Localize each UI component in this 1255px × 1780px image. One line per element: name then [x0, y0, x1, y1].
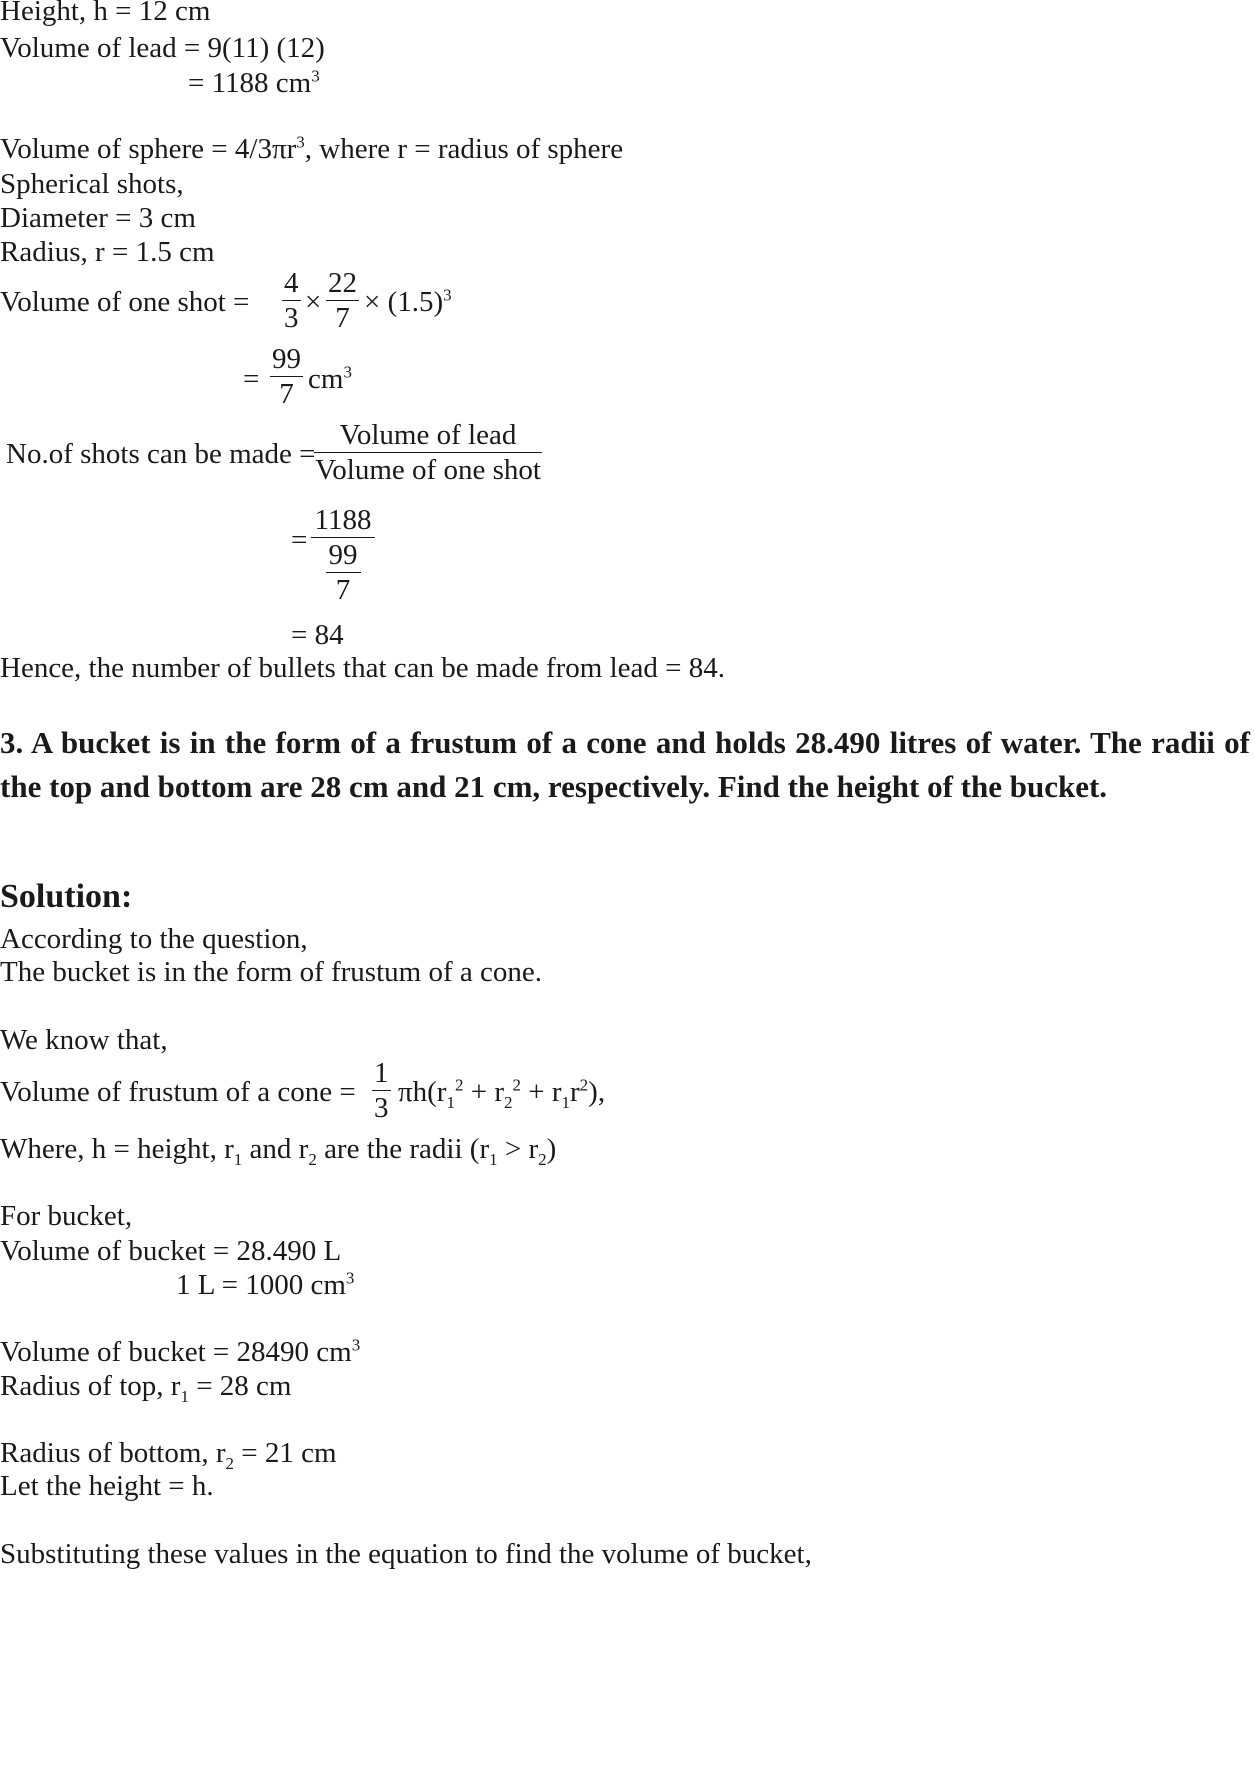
one-shot-equals: =	[243, 363, 260, 395]
volume-of-lead-value: = 1188 $cm^3$	[188, 66, 320, 99]
solution-line-2: The bucket is in the form of frustum of a cone.	[0, 956, 542, 988]
shots-label: No.of shots can be made =	[6, 438, 316, 470]
volume-of-sphere-line: Volume of sphere = $4/3\pi r^3$, where r = radius of sphere	[0, 132, 624, 165]
fraction-four-thirds: $\frac{4}{3}$	[284, 267, 299, 334]
diameter-line: Diameter = 3 cm	[0, 202, 196, 234]
times-sign: ×	[305, 286, 322, 318]
fraction-99-7: $\frac{99}{7}$	[272, 343, 301, 410]
one-shot-tail: × $(1.5)^3$	[364, 285, 452, 318]
radius-bottom-line: Radius of bottom, $r_2 = 21$ cm	[0, 1437, 337, 1473]
one-shot-label: Volume of one shot =	[0, 286, 250, 318]
solution-line-1: According to the question,	[0, 923, 308, 955]
radius-line: Radius, r = 1.5 cm	[0, 236, 215, 268]
we-know-line: We know that,	[0, 1024, 168, 1056]
solution-heading: Solution:	[0, 878, 133, 915]
substituting-line: Substituting these values in the equation to find the volume of bucket,	[0, 1538, 812, 1570]
one-shot-unit: $cm^3$	[308, 362, 352, 395]
radius-top-line: Radius of top, $r_1 = 28$ cm	[0, 1370, 292, 1406]
volume-bucket-litres: Volume of bucket = 28.490 L	[0, 1235, 342, 1267]
shots-fraction: Volume of lead Volume of one shot	[315, 419, 541, 486]
fraction-one-third: $\frac{1}{3}$	[374, 1057, 389, 1124]
fraction-22-7: $\frac{22}{7}$	[328, 267, 357, 334]
litre-conversion: 1 L = 1000 $cm^3$	[176, 1268, 355, 1301]
shots-result: = 84	[291, 619, 344, 651]
for-bucket-line: For bucket,	[0, 1200, 133, 1232]
volume-of-lead-line: Volume of lead = 9(11) (12)	[0, 32, 325, 64]
volume-bucket-cm3: Volume of bucket = 28490 $cm^3$	[0, 1335, 361, 1368]
spherical-shots-line: Spherical shots,	[0, 168, 184, 200]
conclusion-line: Hence, the number of bullets that can be made from lead = 84.	[0, 652, 725, 684]
shots-calc-fraction: $\frac{1188}{\frac{99}{7}}$	[311, 503, 375, 607]
let-height-line: Let the height = h.	[0, 1470, 214, 1502]
where-line: Where, h = height, $r_1$ and $r_2$ are the radii $(r_1 > r_2)$	[0, 1133, 557, 1169]
question-3: 3. A bucket is in the form of a frustum of a cone and holds 28.490 litres of water. The radii of the top and bottom are 28 cm and 21 cm, respectively. Find the height of the bucket.	[0, 725, 1250, 804]
shots-calc-equals: =	[291, 524, 308, 556]
height-line: Height, h = 12 cm	[0, 0, 211, 27]
frustum-formula: $\pi h(r_1^2 + r_2^2 + r_1r^2)$,	[398, 1075, 606, 1112]
frustum-label: Volume of frustum of a cone =	[0, 1076, 356, 1108]
